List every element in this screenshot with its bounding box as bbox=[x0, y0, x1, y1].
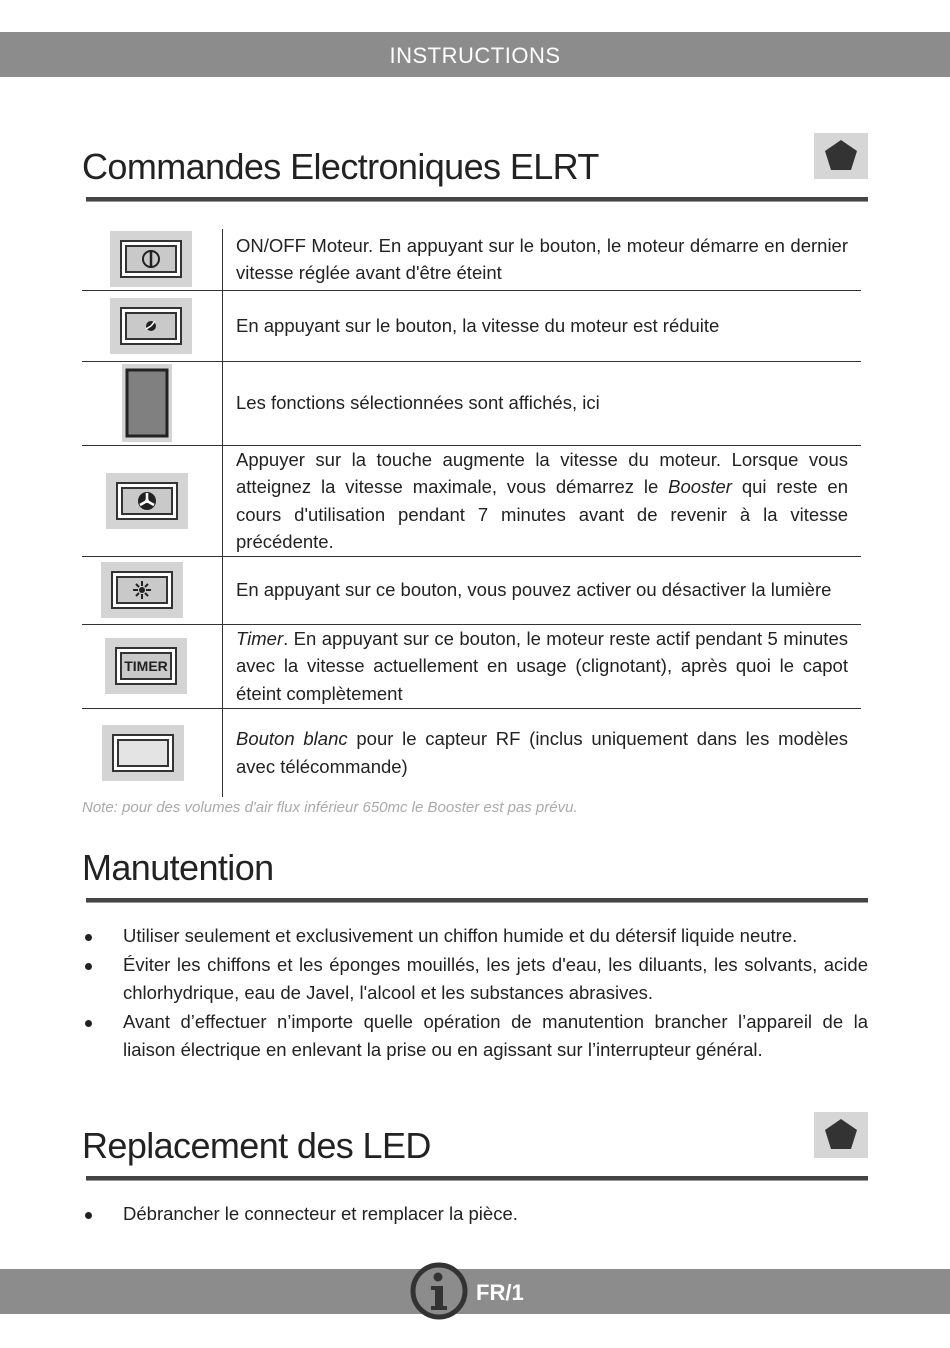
row-description: En appuyant sur le bouton, la vitesse du moteur est réduite bbox=[236, 314, 720, 336]
controls-table bbox=[82, 229, 861, 797]
row-description: Bouton blanc pour le capteur RF (inclus uniquement dans les modèles avec télécommande) bbox=[236, 728, 848, 777]
pentagon-badge bbox=[814, 133, 868, 179]
bullet-icon bbox=[85, 1212, 92, 1219]
table-row bbox=[82, 290, 861, 361]
header-title: INSTRUCTIONS bbox=[389, 43, 561, 68]
svg-text:TIMER: TIMER bbox=[124, 658, 168, 674]
section-rule bbox=[86, 1176, 868, 1181]
list-item: Utiliser seulement et exclusivement un chiffon humide et du détersif liquide neutre. bbox=[82, 922, 868, 950]
row-description: Les fonctions sélectionnées sont affichés, ici bbox=[236, 392, 600, 414]
header-band bbox=[0, 32, 950, 77]
table-row bbox=[82, 229, 861, 290]
list-item: Éviter les chiffons et les éponges mouillés, les jets d'eau, les diluants, les solvants, acide chlorhydrique, eau de Javel, l'alcool et les substances abrasives. bbox=[82, 951, 868, 1007]
section-rule bbox=[86, 898, 868, 903]
info-icon bbox=[410, 1262, 468, 1320]
section-rule bbox=[86, 197, 868, 202]
table-row bbox=[82, 445, 861, 556]
display-panel-icon bbox=[122, 364, 172, 442]
pentagon-icon bbox=[823, 1116, 859, 1152]
white-button-icon[interactable] bbox=[102, 725, 184, 781]
table-row bbox=[82, 624, 861, 708]
row-description: ON/OFF Moteur. En appuyant sur le bouton, le moteur démarre en dernier vitesse réglée avant d'être éteint bbox=[236, 234, 848, 284]
maintenance-list bbox=[82, 922, 868, 1065]
section-title-maintenance: Manutention bbox=[82, 847, 274, 888]
pentagon-badge bbox=[814, 1112, 868, 1158]
speed-up-fan-button-icon[interactable] bbox=[106, 473, 188, 529]
bullet-icon bbox=[85, 934, 92, 941]
led-list bbox=[82, 1200, 868, 1229]
section-title-controls: Commandes Electroniques ELRT bbox=[82, 146, 599, 187]
bullet-icon bbox=[85, 963, 92, 970]
power-button-icon[interactable] bbox=[110, 231, 192, 287]
section-title-led: Replacement des LED bbox=[82, 1125, 431, 1166]
list-item: Débrancher le connecteur et remplacer la pièce. bbox=[82, 1200, 868, 1228]
row-description: Appuyer sur la touche augmente la vitesse du moteur. Lorsque vous atteignez la vitesse maximale, vous démarrez le Booster qui reste en cours d'utilisation pendant 7 minutes avant de revenir à la vitesse précédente. bbox=[236, 448, 848, 552]
speed-down-button-icon[interactable] bbox=[110, 298, 192, 354]
light-button-icon[interactable] bbox=[101, 562, 183, 618]
timer-button-icon[interactable] bbox=[105, 638, 187, 694]
row-description: Timer. En appuyant sur ce bouton, le moteur reste actif pendant 5 minutes avec la vitesse actuellement en usage (clignotant), après quoi le capot éteint complètement bbox=[236, 627, 848, 704]
pentagon-icon bbox=[823, 137, 859, 173]
page-number: FR/1 bbox=[476, 1280, 524, 1305]
row-description: En appuyant sur ce bouton, vous pouvez activer ou désactiver la lumière bbox=[236, 579, 832, 601]
table-row bbox=[82, 708, 861, 797]
booster-note: Note: pour des volumes d'air flux inférieur 650mc le Booster est pas prévu. bbox=[82, 799, 578, 816]
list-item: Avant d’effectuer n’importe quelle opération de manutention brancher l’appareil de la liaison électrique en enlevant la prise ou en agissant sur l’interrupteur général. bbox=[82, 1008, 868, 1064]
footer-band bbox=[0, 1269, 950, 1314]
table-row bbox=[82, 361, 861, 445]
bullet-icon bbox=[85, 1020, 92, 1027]
table-row bbox=[82, 556, 861, 624]
